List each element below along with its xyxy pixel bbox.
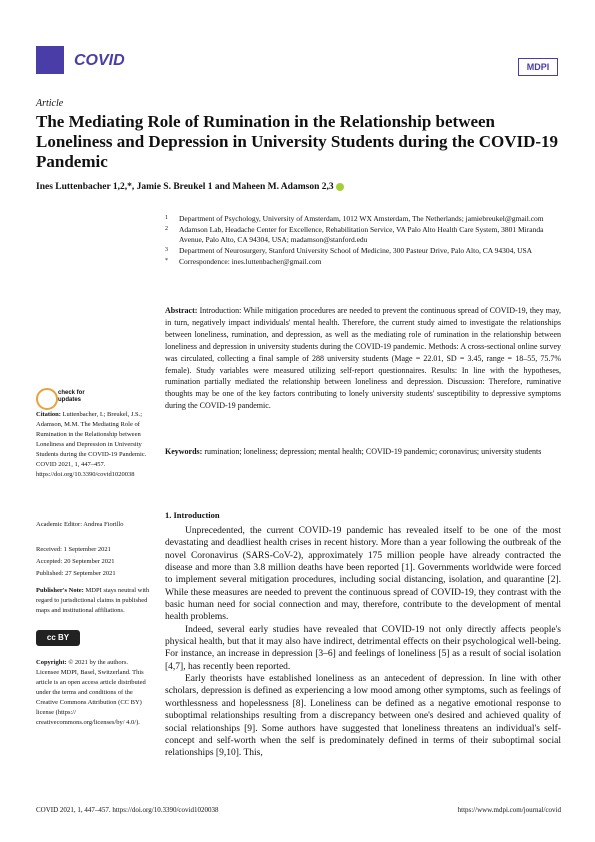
journal-logo-icon (36, 46, 64, 74)
accepted-date: Accepted: 20 September 2021 (36, 558, 115, 565)
publisher-note: Publisher's Note: MDPI stays neutral with regard to jurisdictional claims in published maps and institutional affiliations. (36, 587, 150, 614)
check-icon (36, 388, 58, 410)
abstract-label: Abstract: (165, 306, 198, 315)
affiliation-item: 3 Department of Neurosurgery, Stanford University School of Medicine, 300 Pasteur Drive, Palo Alto, CA 94304, USA (165, 246, 533, 255)
section-heading: 1. Introduction (165, 510, 220, 520)
keywords-label: Keywords: (165, 447, 203, 456)
paragraph: Indeed, several early studies have revealed that COVID-19 not only directly affects people's physical health, but that it may also have indirect, detrimental effects on their psychological well-being. For instance, an increase in depression [3–6] and feelings of loneliness [5] as a result of social isolation [4,7], has recently been reported. (165, 624, 561, 672)
abstract (165, 305, 561, 412)
journal-name: COVID (74, 52, 125, 69)
affiliation-item: 1 Department of Psychology, University of Amsterdam, 1012 WX Amsterdam, The Netherlands; jamiebreukel@gmail.com (165, 214, 544, 223)
abstract-text: Introduction: While mitigation procedures are needed to prevent the continuous spread of COVID-19, they may, in turn, negatively impact individuals' mental health. Therefore, the current study aimed to investigate the relationships between loneliness, rumination, and depression, as well as the mediating role of rumination in the relationship between loneliness and depression in university students during the COVID-19 pandemic. Methods: A cross-sectional online survey was circulated, collecting a final sample of 288 university students (Mage = 22.01, SD = 3.45, range = 18–55, 75.7% female). Study variables were measured utilizing self-report questionnaires. Results: In line with the hypotheses, rumination partially mediated the relationship between loneliness and depression. Discussion: Therefore, ruminative thoughts may be one of the key factors contributing to lonely university students' susceptibility to depressive symptoms during the COVID-19 pandemic. (165, 306, 561, 411)
publisher-logo: MDPI (518, 58, 558, 76)
cc-license-badge[interactable]: cc BY (36, 630, 80, 646)
check-updates-label: check for updates (58, 390, 85, 403)
published-date: Published: 27 September 2021 (36, 570, 116, 577)
affiliation-item: 2 Adamson Lab, Headache Center for Excellence, Rehabilitation Service, VA Palo Alto Health Care System, 3801 Miranda Avenue, Palo Alto, CA 94304, USA; madamson@stanford.edu (165, 225, 544, 244)
paragraph: Early theorists have established loneliness as an antecedent of depression. In line with other scholars, depression is defined as experiencing a low mood among other symptoms, such as feelings of worthlessness and hopelessness [8]. Loneliness can be defined as a negative emotional response to suboptimal relationships resulting from a discrepancy between one's desired and achieved quality of social relationships [9]. Some authors have suggested that loneliness threatens an individual's self-concept and self-worth when the self is predominately defined in terms of their suboptimal social relationships [9,10]. This, (165, 674, 561, 759)
received-date: Received: 1 September 2021 (36, 546, 111, 553)
citation: Citation: Luttenbacher, I.; Breukel, J.S.; Adamson, M.M. The Mediating Role of Rumination in the Relationship between Loneliness and Depression in University Students during the COVID-19 Pandemic. COVID 2021, 1, 447–457. https://doi.org/10.3390/covid1020038 (36, 411, 147, 478)
footer-journal-link[interactable]: https://www.mdpi.com/journal/covid (457, 806, 561, 814)
paragraph: Unprecedented, the current COVID-19 pandemic has revealed itself to be one of the most devastating and deadliest health crises in recent history. More than a year following the outbreak of the novel Coronavirus (SARS-CoV-2), approximately 175 million people have already contracted the disease and more than 3.8 million deaths have been reported [1]. Governments worldwide were forced to implement several mitigation procedures, including social distancing, isolation, and quarantine [2]. While these measures are needed to prevent the continuous spread of COVID-19, they contrast with the basic human need for social connection and may, therefore, contribute to the development of mental health problems. (165, 526, 561, 623)
orcid-icon[interactable] (336, 183, 344, 191)
author-names: Ines Luttenbacher 1,2,*, Jamie S. Breukel 1 and Maheen M. Adamson 2,3 (36, 182, 334, 192)
copyright: Copyright: © 2021 by the authors. Licensee MDPI, Basel, Switzerland. This article is an open access article distributed under the terms and conditions of the Creative Commons Attribution (CC BY) license (https:// creativecommons.org/licenses/by/ 4.0/). (36, 659, 146, 726)
article-type: Article (36, 98, 64, 109)
affiliation-item: * Correspondence: ines.luttenbacher@gmail.com (165, 257, 322, 266)
paper-title: The Mediating Role of Rumination in the Relationship between Loneliness and Depression in University Students during the COVID-19 Pandemic (36, 112, 559, 171)
author-list (36, 182, 344, 192)
academic-editor: Academic Editor: Andrea Fiorillo (36, 521, 124, 528)
keywords (165, 446, 561, 458)
affiliations (165, 214, 565, 268)
keywords-text: rumination; loneliness; depression; mental health; COVID-19 pandemic; coronavirus; university students (204, 447, 542, 456)
body-text (165, 525, 561, 760)
footer-citation: COVID 2021, 1, 447–457. https://doi.org/10.3390/covid1020038 (36, 806, 219, 814)
